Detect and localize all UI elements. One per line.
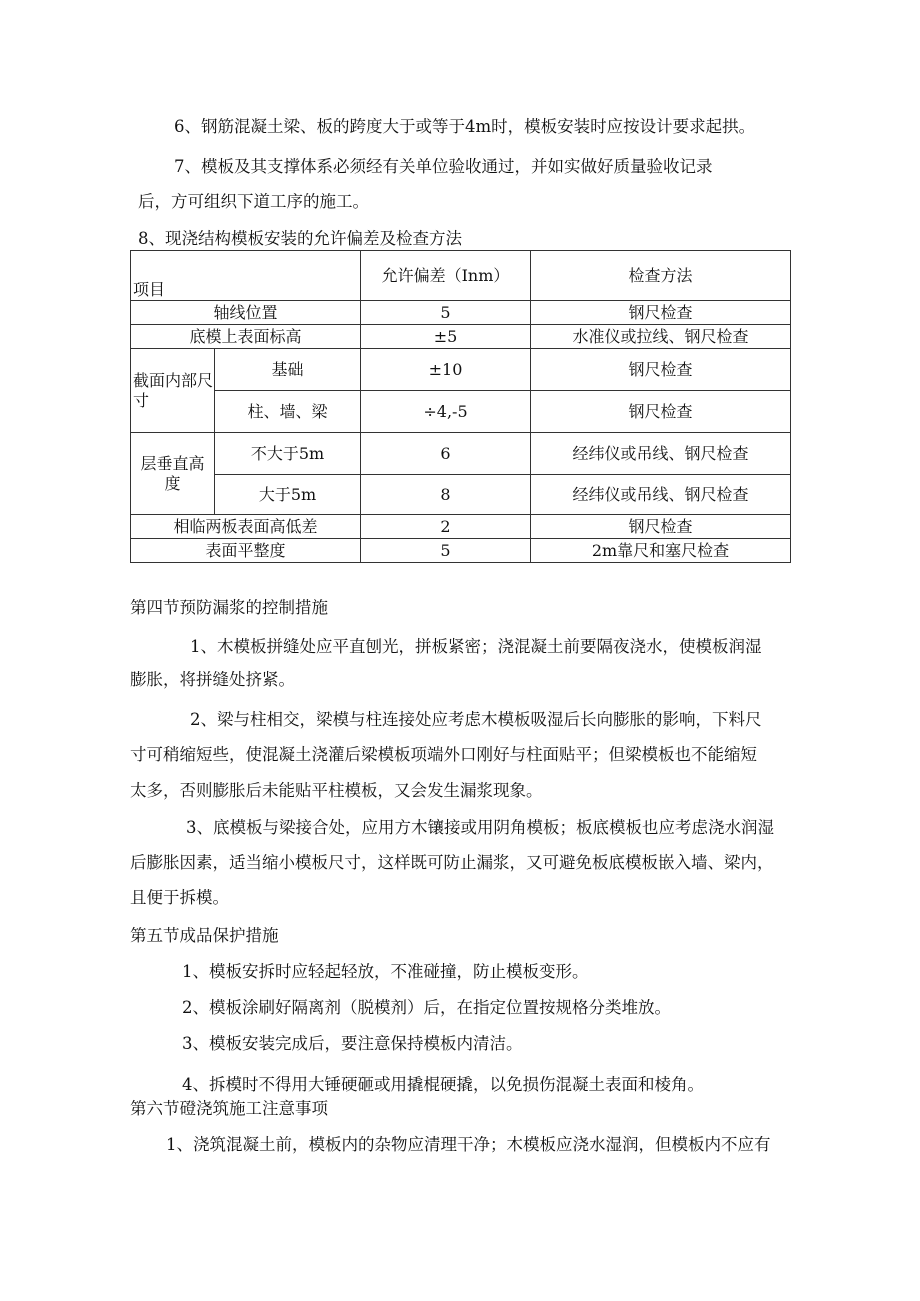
row-method: 钢尺检查 <box>531 349 791 391</box>
paragraph-8-title: 8、现浇结构模板安装的允许偏差及检查方法 <box>138 229 462 248</box>
table-row <box>131 349 791 391</box>
row-tolerance: 5 <box>361 301 531 325</box>
row-item: 不大于5m <box>215 433 361 475</box>
row-method: 钢尺检查 <box>531 301 791 325</box>
s4-p3-line3: 且便于拆模。 <box>130 888 229 907</box>
s4-p3-line2: 后膨胀因素，适当缩小模板尺寸，这样既可防止漏浆，又可避免板底模板嵌入墙、梁内， <box>130 853 774 872</box>
s6-p1: 1、浇筑混凝土前，模板内的杂物应清理干净；木模板应浇水湿润，但模板内不应有 <box>166 1135 771 1154</box>
group-section-size: 截面内部尺寸 <box>131 349 215 433</box>
section-4-title: 第四节预防漏浆的控制措施 <box>130 598 328 617</box>
s5-p4: 4、拆模时不得用大锤硬砸或用撬棍硬撬，以免损伤混凝土表面和棱角。 <box>182 1075 704 1094</box>
s5-p3: 3、模板安装完成后，要注意保持模板内清洁。 <box>182 1034 523 1053</box>
row-item: 基础 <box>215 349 361 391</box>
s4-p2-line2: 寸可稍缩短些，使混凝土浇灌后梁模板项端外口刚好与柱面贴平；但梁模板也不能缩短 <box>130 745 757 764</box>
row-item: 轴线位置 <box>131 301 361 325</box>
row-tolerance: ±5 <box>361 325 531 349</box>
s4-p2-line1: 2、梁与柱相交，梁模与柱连接处应考虑木模板吸湿后长向膨胀的影响，下料尺 <box>190 710 762 729</box>
row-method: 经纬仪或吊线、钢尺检查 <box>531 433 791 475</box>
group-vertical: 层垂直高度 <box>131 433 215 515</box>
table-row <box>131 515 791 539</box>
table-row <box>131 475 791 515</box>
row-item: 底模上表面标高 <box>131 325 361 349</box>
header-tolerance: 允许偏差（Inm） <box>361 251 531 301</box>
row-item: 柱、墙、梁 <box>215 391 361 433</box>
s4-p2-line3: 太多，否则膨胀后未能贴平柱模板，又会发生漏浆现象。 <box>130 781 543 800</box>
row-method: 水准仪或拉线、钢尺检查 <box>531 325 791 349</box>
table-row <box>131 539 791 563</box>
paragraph-6: 6、钢筋混凝土梁、板的跨度大于或等于4m时，模板安装时应按设计要求起拱。 <box>174 117 756 136</box>
row-tolerance: ±10 <box>361 349 531 391</box>
table-row <box>131 301 791 325</box>
row-item: 相临两板表面高低差 <box>131 515 361 539</box>
row-method: 经纬仪或吊线、钢尺检查 <box>531 475 791 515</box>
section-6-title: 第六节磴浇筑施工注意事项 <box>130 1099 328 1118</box>
row-tolerance: 6 <box>361 433 531 475</box>
section-5-title: 第五节成品保护措施 <box>130 926 279 945</box>
row-tolerance: ÷4,-5 <box>361 391 531 433</box>
row-method: 钢尺检查 <box>531 515 791 539</box>
row-tolerance: 2 <box>361 515 531 539</box>
s4-p1-line2: 膨胀，将拼缝处挤紧。 <box>130 670 295 689</box>
tolerance-table <box>130 250 791 563</box>
row-tolerance: 5 <box>361 539 531 563</box>
row-tolerance: 8 <box>361 475 531 515</box>
table-row <box>131 391 791 433</box>
paragraph-7-line1: 7、模板及其支撑体系必须经有关单位验收通过，并如实做好质量验收记录 <box>174 157 713 176</box>
row-item: 表面平整度 <box>131 539 361 563</box>
paragraph-7-line2: 后，方可组织下道工序的施工。 <box>138 192 369 211</box>
table-row <box>131 433 791 475</box>
s5-p1: 1、模板安拆时应轻起轻放，不准碰撞，防止模板变形。 <box>182 962 589 981</box>
s5-p2: 2、模板涂刷好隔离剂（脱模剂）后，在指定位置按规格分类堆放。 <box>182 998 671 1017</box>
table-row <box>131 325 791 349</box>
header-method: 检查方法 <box>531 251 791 301</box>
row-method: 2m靠尺和塞尺检查 <box>531 539 791 563</box>
header-item: 项目 <box>131 251 361 301</box>
table-header-row <box>131 251 791 301</box>
row-item: 大于5m <box>215 475 361 515</box>
s4-p3-line1: 3、底模板与梁接合处，应用方木镶接或用阴角模板；板底模板也应考虑浇水润湿 <box>186 818 774 837</box>
row-method: 钢尺检查 <box>531 391 791 433</box>
s4-p1-line1: 1、木模板拼缝处应平直刨光，拼板紧密；浇混凝土前要隔夜浇水，使模板润湿 <box>190 637 762 656</box>
